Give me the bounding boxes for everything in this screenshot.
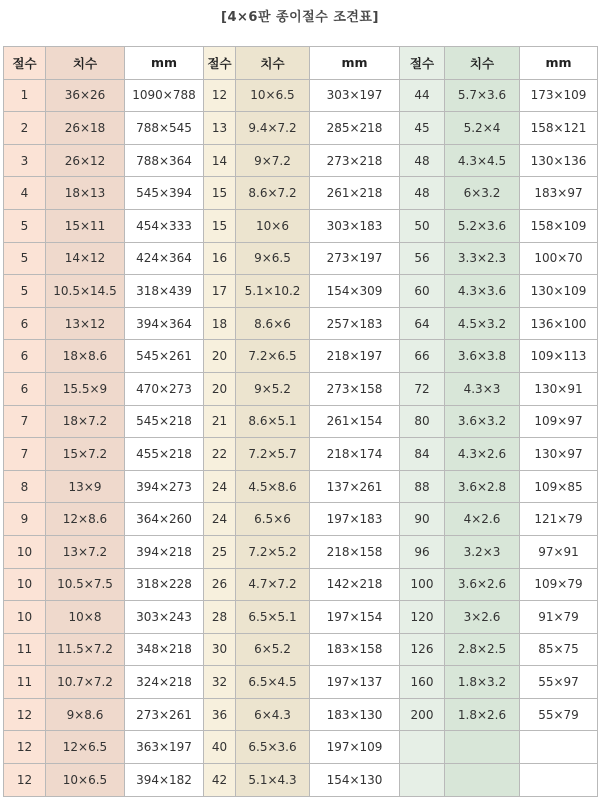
table-row: [4, 242, 598, 275]
dimension-cell: 7.2×5.2: [236, 535, 310, 568]
cut-count-cell: 200: [400, 698, 445, 731]
cut-count-cell: 90: [400, 503, 445, 536]
header-dim: 치수: [46, 47, 125, 80]
cut-count-cell: 5: [4, 275, 46, 308]
cut-count-cell: 32: [204, 666, 236, 699]
dimension-cell: 13×9: [46, 470, 125, 503]
mm-cell: 197×109: [310, 731, 400, 764]
table-row: [4, 177, 598, 210]
cut-count-cell: 80: [400, 405, 445, 438]
mm-cell: 158×109: [520, 209, 598, 242]
mm-cell: 394×273: [125, 470, 204, 503]
table-row: [4, 438, 598, 471]
cut-count-cell: 24: [204, 503, 236, 536]
cut-count-cell: [400, 764, 445, 797]
dimension-cell: 10.7×7.2: [46, 666, 125, 699]
table-row: [4, 698, 598, 731]
paper-cut-table: [3, 46, 598, 797]
dimension-cell: 4.5×3.2: [445, 307, 520, 340]
table-row: [4, 764, 598, 797]
table-row: [4, 601, 598, 634]
dimension-cell: 3.6×2.8: [445, 470, 520, 503]
cut-count-cell: 11: [4, 633, 46, 666]
dimension-cell: 5.2×4: [445, 112, 520, 145]
cut-count-cell: 20: [204, 372, 236, 405]
mm-cell: 91×79: [520, 601, 598, 634]
table-row: [4, 79, 598, 112]
mm-cell: 137×261: [310, 470, 400, 503]
cut-count-cell: 8: [4, 470, 46, 503]
dimension-cell: 26×12: [46, 144, 125, 177]
dimension-cell: 10×8: [46, 601, 125, 634]
dimension-cell: [445, 764, 520, 797]
mm-cell: 197×183: [310, 503, 400, 536]
header-row: [4, 47, 598, 80]
cut-count-cell: 45: [400, 112, 445, 145]
dimension-cell: 8.6×6: [236, 307, 310, 340]
dimension-cell: 12×6.5: [46, 731, 125, 764]
cut-count-cell: 48: [400, 144, 445, 177]
dimension-cell: 5.7×3.6: [445, 79, 520, 112]
dimension-cell: 11.5×7.2: [46, 633, 125, 666]
dimension-cell: 2.8×2.5: [445, 633, 520, 666]
cut-count-cell: 160: [400, 666, 445, 699]
header-cut: 절수: [4, 47, 46, 80]
mm-cell: [520, 731, 598, 764]
mm-cell: 97×91: [520, 535, 598, 568]
dimension-cell: 36×26: [46, 79, 125, 112]
cut-count-cell: 36: [204, 698, 236, 731]
dimension-cell: 10×6: [236, 209, 310, 242]
cut-count-cell: 4: [4, 177, 46, 210]
cut-count-cell: 6: [4, 307, 46, 340]
mm-cell: 183×158: [310, 633, 400, 666]
cut-count-cell: 2: [4, 112, 46, 145]
cut-count-cell: 60: [400, 275, 445, 308]
mm-cell: 545×218: [125, 405, 204, 438]
dimension-cell: 8.6×5.1: [236, 405, 310, 438]
dimension-cell: 15×7.2: [46, 438, 125, 471]
cut-count-cell: 22: [204, 438, 236, 471]
dimension-cell: 10.5×7.5: [46, 568, 125, 601]
dimension-cell: 9×5.2: [236, 372, 310, 405]
cut-count-cell: 84: [400, 438, 445, 471]
dimension-cell: 4.7×7.2: [236, 568, 310, 601]
cut-count-cell: 6: [4, 340, 46, 373]
mm-cell: 261×218: [310, 177, 400, 210]
mm-cell: 218×197: [310, 340, 400, 373]
dimension-cell: 13×7.2: [46, 535, 125, 568]
cut-count-cell: 5: [4, 209, 46, 242]
table-row: [4, 535, 598, 568]
header-mm: mm: [125, 47, 204, 80]
dimension-cell: 6.5×4.5: [236, 666, 310, 699]
cut-count-cell: 48: [400, 177, 445, 210]
dimension-cell: 15.5×9: [46, 372, 125, 405]
mm-cell: 130×97: [520, 438, 598, 471]
dimension-cell: 18×13: [46, 177, 125, 210]
mm-cell: 130×136: [520, 144, 598, 177]
mm-cell: 136×100: [520, 307, 598, 340]
cut-count-cell: 15: [204, 209, 236, 242]
dimension-cell: 10.5×14.5: [46, 275, 125, 308]
mm-cell: 273×261: [125, 698, 204, 731]
dimension-cell: 18×8.6: [46, 340, 125, 373]
dimension-cell: 4.3×4.5: [445, 144, 520, 177]
mm-cell: 273×158: [310, 372, 400, 405]
mm-cell: 455×218: [125, 438, 204, 471]
cut-count-cell: 1: [4, 79, 46, 112]
mm-cell: 218×174: [310, 438, 400, 471]
mm-cell: 470×273: [125, 372, 204, 405]
dimension-cell: 1.8×2.6: [445, 698, 520, 731]
mm-cell: 394×218: [125, 535, 204, 568]
cut-count-cell: 64: [400, 307, 445, 340]
mm-cell: 109×113: [520, 340, 598, 373]
mm-cell: 154×309: [310, 275, 400, 308]
mm-cell: 545×394: [125, 177, 204, 210]
mm-cell: 130×109: [520, 275, 598, 308]
page-title: [4×6판 종이절수 조견표]: [221, 10, 379, 25]
mm-cell: 303×197: [310, 79, 400, 112]
mm-cell: 318×439: [125, 275, 204, 308]
dimension-cell: 3.6×2.6: [445, 568, 520, 601]
table-row: [4, 307, 598, 340]
cut-count-cell: 11: [4, 666, 46, 699]
mm-cell: 424×364: [125, 242, 204, 275]
cut-count-cell: 66: [400, 340, 445, 373]
table-row: [4, 666, 598, 699]
dimension-cell: 3.3×2.3: [445, 242, 520, 275]
mm-cell: 303×183: [310, 209, 400, 242]
cut-count-cell: 40: [204, 731, 236, 764]
dimension-cell: 10×6.5: [46, 764, 125, 797]
cut-count-cell: 12: [204, 79, 236, 112]
dimension-cell: 6.5×6: [236, 503, 310, 536]
mm-cell: 348×218: [125, 633, 204, 666]
mm-cell: 257×183: [310, 307, 400, 340]
mm-cell: 273×197: [310, 242, 400, 275]
table-row: [4, 503, 598, 536]
mm-cell: 394×364: [125, 307, 204, 340]
dimension-cell: 9.4×7.2: [236, 112, 310, 145]
mm-cell: 285×218: [310, 112, 400, 145]
dimension-cell: 8.6×7.2: [236, 177, 310, 210]
mm-cell: 197×154: [310, 601, 400, 634]
dimension-cell: 6×5.2: [236, 633, 310, 666]
cut-count-cell: 18: [204, 307, 236, 340]
header-cut: 절수: [204, 47, 236, 80]
mm-cell: 1090×788: [125, 79, 204, 112]
dimension-cell: 9×6.5: [236, 242, 310, 275]
dimension-cell: 12×8.6: [46, 503, 125, 536]
table-row: [4, 372, 598, 405]
cut-count-cell: 24: [204, 470, 236, 503]
cut-count-cell: 42: [204, 764, 236, 797]
cut-count-cell: 96: [400, 535, 445, 568]
cut-count-cell: 88: [400, 470, 445, 503]
dimension-cell: 6.5×5.1: [236, 601, 310, 634]
dimension-cell: 4.3×2.6: [445, 438, 520, 471]
header-mm: mm: [520, 47, 598, 80]
header-dim: 치수: [236, 47, 310, 80]
dimension-cell: 4.3×3: [445, 372, 520, 405]
cut-count-cell: 13: [204, 112, 236, 145]
cut-count-cell: 10: [4, 601, 46, 634]
mm-cell: 100×70: [520, 242, 598, 275]
mm-cell: 197×137: [310, 666, 400, 699]
cut-count-cell: 7: [4, 405, 46, 438]
cut-count-cell: 44: [400, 79, 445, 112]
table-row: [4, 731, 598, 764]
mm-cell: 394×182: [125, 764, 204, 797]
dimension-cell: 5.1×4.3: [236, 764, 310, 797]
mm-cell: 130×91: [520, 372, 598, 405]
dimension-cell: 6.5×3.6: [236, 731, 310, 764]
cut-count-cell: 15: [204, 177, 236, 210]
dimension-cell: 6×4.3: [236, 698, 310, 731]
dimension-cell: 3.6×3.8: [445, 340, 520, 373]
mm-cell: 364×260: [125, 503, 204, 536]
mm-cell: 158×121: [520, 112, 598, 145]
cut-count-cell: 120: [400, 601, 445, 634]
cut-count-cell: 126: [400, 633, 445, 666]
table-row: [4, 470, 598, 503]
cut-count-cell: 20: [204, 340, 236, 373]
dimension-cell: 7.2×6.5: [236, 340, 310, 373]
header-mm: mm: [310, 47, 400, 80]
dimension-cell: 4×2.6: [445, 503, 520, 536]
cut-count-cell: 25: [204, 535, 236, 568]
table-row: [4, 633, 598, 666]
cut-count-cell: 72: [400, 372, 445, 405]
table-row: [4, 112, 598, 145]
mm-cell: 324×218: [125, 666, 204, 699]
mm-cell: 55×79: [520, 698, 598, 731]
table-row: [4, 568, 598, 601]
mm-cell: 109×79: [520, 568, 598, 601]
cut-count-cell: 21: [204, 405, 236, 438]
cut-count-cell: 6: [4, 372, 46, 405]
mm-cell: 142×218: [310, 568, 400, 601]
mm-cell: 109×97: [520, 405, 598, 438]
dimension-cell: 5.2×3.6: [445, 209, 520, 242]
dimension-cell: 3.6×3.2: [445, 405, 520, 438]
mm-cell: 788×545: [125, 112, 204, 145]
dimension-cell: [445, 731, 520, 764]
mm-cell: 218×158: [310, 535, 400, 568]
cut-count-cell: 26: [204, 568, 236, 601]
mm-cell: 273×218: [310, 144, 400, 177]
dimension-cell: 7.2×5.7: [236, 438, 310, 471]
cut-count-cell: 50: [400, 209, 445, 242]
dimension-cell: 26×18: [46, 112, 125, 145]
mm-cell: 121×79: [520, 503, 598, 536]
cut-count-cell: 100: [400, 568, 445, 601]
cut-count-cell: 10: [4, 568, 46, 601]
dimension-cell: 10×6.5: [236, 79, 310, 112]
cut-count-cell: 14: [204, 144, 236, 177]
table-row: [4, 405, 598, 438]
dimension-cell: 14×12: [46, 242, 125, 275]
mm-cell: 183×97: [520, 177, 598, 210]
mm-cell: 109×85: [520, 470, 598, 503]
cut-count-cell: 3: [4, 144, 46, 177]
dimension-cell: 3.2×3: [445, 535, 520, 568]
dimension-cell: 5.1×10.2: [236, 275, 310, 308]
cut-count-cell: 9: [4, 503, 46, 536]
cut-count-cell: 17: [204, 275, 236, 308]
cut-count-cell: 10: [4, 535, 46, 568]
dimension-cell: 4.5×8.6: [236, 470, 310, 503]
mm-cell: 183×130: [310, 698, 400, 731]
dimension-cell: 3×2.6: [445, 601, 520, 634]
mm-cell: 55×97: [520, 666, 598, 699]
cut-count-cell: 5: [4, 242, 46, 275]
cut-count-cell: 16: [204, 242, 236, 275]
table-row: [4, 340, 598, 373]
mm-cell: 303×243: [125, 601, 204, 634]
mm-cell: 173×109: [520, 79, 598, 112]
dimension-cell: 13×12: [46, 307, 125, 340]
header-dim: 치수: [445, 47, 520, 80]
dimension-cell: 15×11: [46, 209, 125, 242]
mm-cell: [520, 764, 598, 797]
dimension-cell: 6×3.2: [445, 177, 520, 210]
cut-count-cell: 7: [4, 438, 46, 471]
cut-count-cell: 12: [4, 764, 46, 797]
cut-count-cell: 30: [204, 633, 236, 666]
dimension-cell: 9×8.6: [46, 698, 125, 731]
cut-count-cell: 12: [4, 731, 46, 764]
header-cut: 절수: [400, 47, 445, 80]
dimension-cell: 4.3×3.6: [445, 275, 520, 308]
table-row: [4, 275, 598, 308]
mm-cell: 154×130: [310, 764, 400, 797]
dimension-cell: 1.8×3.2: [445, 666, 520, 699]
cut-count-cell: [400, 731, 445, 764]
mm-cell: 261×154: [310, 405, 400, 438]
mm-cell: 85×75: [520, 633, 598, 666]
dimension-cell: 18×7.2: [46, 405, 125, 438]
mm-cell: 545×261: [125, 340, 204, 373]
mm-cell: 454×333: [125, 209, 204, 242]
mm-cell: 363×197: [125, 731, 204, 764]
dimension-cell: 9×7.2: [236, 144, 310, 177]
cut-count-cell: 12: [4, 698, 46, 731]
cut-count-cell: 28: [204, 601, 236, 634]
table-row: [4, 209, 598, 242]
mm-cell: 318×228: [125, 568, 204, 601]
mm-cell: 788×364: [125, 144, 204, 177]
table-row: [4, 144, 598, 177]
cut-count-cell: 56: [400, 242, 445, 275]
